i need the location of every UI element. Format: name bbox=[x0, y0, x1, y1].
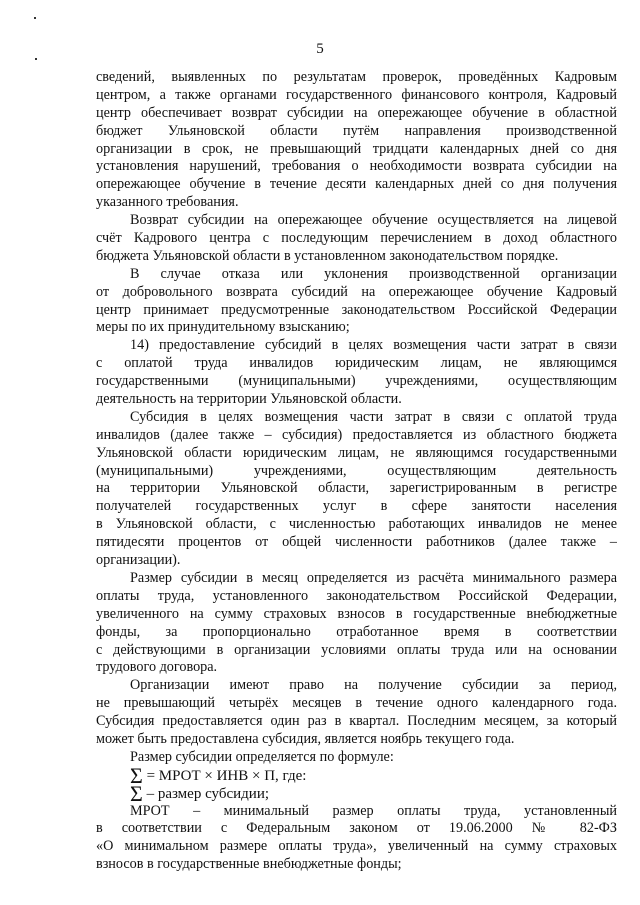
text-line: бюджет Ульяновской области путём направления производственной bbox=[96, 122, 617, 139]
text-line: сведений, выявленных по результатам проверок, проведённых Кадровым bbox=[96, 69, 617, 85]
text-line: от добровольного возврата субсидий на опережающее обучение Кадровый bbox=[96, 283, 617, 300]
text-line: инвалидов (далее также – субсидия) предоставляется из областного бюджета bbox=[96, 426, 617, 443]
text-line: Размер субсидии определяется по формуле: bbox=[130, 748, 394, 765]
text-line: в Ульяновской области, с численностью работающих инвалидов не менее bbox=[96, 516, 617, 533]
scan-speck bbox=[34, 17, 36, 19]
text-line: увеличенного на сумму страховых взносов в государственные внебюджетные bbox=[96, 605, 617, 622]
text-line: получателей государственных услуг в сфере занятости населения bbox=[96, 498, 617, 515]
text-line: меры по их принудительному взысканию; bbox=[96, 319, 350, 336]
text-line: Субсидия в целях возмещения части затрат в связи с оплатой труда bbox=[130, 408, 617, 425]
text-line: организации в срок, не превышающий тридцати календарных дней со дня bbox=[96, 140, 617, 157]
definition-text: – размер субсидии; bbox=[142, 785, 270, 802]
text-line: центр принимает предусмотренные законодательством Российской Федерации bbox=[96, 301, 617, 318]
text-line: взносов в государственные внебюджетные фонды; bbox=[96, 856, 402, 873]
text-line: центром, а также органами государственного финансового контроля, Кадровый bbox=[96, 86, 617, 103]
formula-line bbox=[96, 767, 617, 785]
definitions-block bbox=[96, 803, 617, 875]
text-line: фонды, за пропорционально отработанное время в соответствии bbox=[96, 623, 617, 640]
body-text bbox=[96, 69, 617, 874]
text-line: 14) предоставление субсидий в целях возмещения части затрат в связи bbox=[130, 337, 617, 354]
scan-speck bbox=[35, 58, 37, 60]
page-number: 5 bbox=[316, 41, 324, 57]
text-line: в соответствии с Федеральным законом от 19.06.2000 № 82-ФЗ bbox=[96, 820, 617, 837]
text-line: Субсидия предоставляется один раз в квартал. Последним месяцем, за который bbox=[96, 713, 617, 730]
text-line: (муниципальными) учреждениями, осуществляющим деятельность bbox=[96, 462, 617, 479]
text-line: Организации имеют право на получение субсидии за период, bbox=[130, 677, 617, 694]
sum-symbol: Σ bbox=[130, 784, 143, 803]
text-line: с действующими в организации условиями оплаты труда или на основании bbox=[96, 641, 617, 658]
formula-text: = МРОТ × ИНВ × П, где: bbox=[142, 767, 307, 784]
text-line: оплаты труда, установленного законодательством Российской Федерации, bbox=[96, 587, 617, 604]
text-line: установления нарушений, требования о необходимости возврата субсидии на bbox=[96, 158, 617, 175]
text-line: Размер субсидии в месяц определяется из расчёта минимального размера bbox=[130, 569, 617, 586]
paragraphs-block bbox=[96, 69, 617, 767]
text-line: может быть предоставлена субсидия, является ноябрь текущего года. bbox=[96, 730, 515, 747]
text-line: Ульяновской области юридическим лицам, не являющимся государственными bbox=[96, 444, 617, 461]
text-line: указанного требования. bbox=[96, 194, 239, 211]
text-line: деятельность на территории Ульяновской области. bbox=[96, 391, 402, 408]
text-line: МРОТ – минимальный размер оплаты труда, установленный bbox=[130, 802, 617, 819]
sum-symbol: Σ bbox=[130, 766, 143, 785]
text-line: «О минимальном размере оплаты труда», увеличенный на сумму страховых bbox=[96, 838, 617, 855]
text-line: счёт Кадрового центра с последующим перечислением в доход областного bbox=[96, 230, 617, 247]
definition-line bbox=[96, 785, 617, 803]
text-line: государственными (муниципальными) учреждениями, осуществляющим bbox=[96, 373, 617, 390]
text-line: трудового договора. bbox=[96, 659, 218, 676]
text-line: с оплатой труда инвалидов юридическим лицам, не являющимся bbox=[96, 355, 617, 372]
text-line: центр обеспечивает возврат субсидии на опережающее обучение в областной bbox=[96, 104, 617, 121]
text-line: на территории Ульяновской области, зарегистрированным в регистре bbox=[96, 480, 617, 497]
text-line: Возврат субсидии на опережающее обучение осуществляется на лицевой bbox=[130, 212, 617, 229]
text-line: бюджета Ульяновской области в установленном законодательством порядке. bbox=[96, 247, 559, 264]
text-line: не превышающий четырёх месяцев в течение одного календарного года. bbox=[96, 695, 617, 712]
text-line: организации). bbox=[96, 552, 181, 569]
text-line: пятидесяти процентов от общей численности работников (далее также – bbox=[96, 534, 617, 551]
text-line: опережающее обучение в течение десяти календарных дней со дня получения bbox=[96, 176, 617, 193]
text-line: В случае отказа или уклонения производственной организации bbox=[130, 265, 617, 282]
